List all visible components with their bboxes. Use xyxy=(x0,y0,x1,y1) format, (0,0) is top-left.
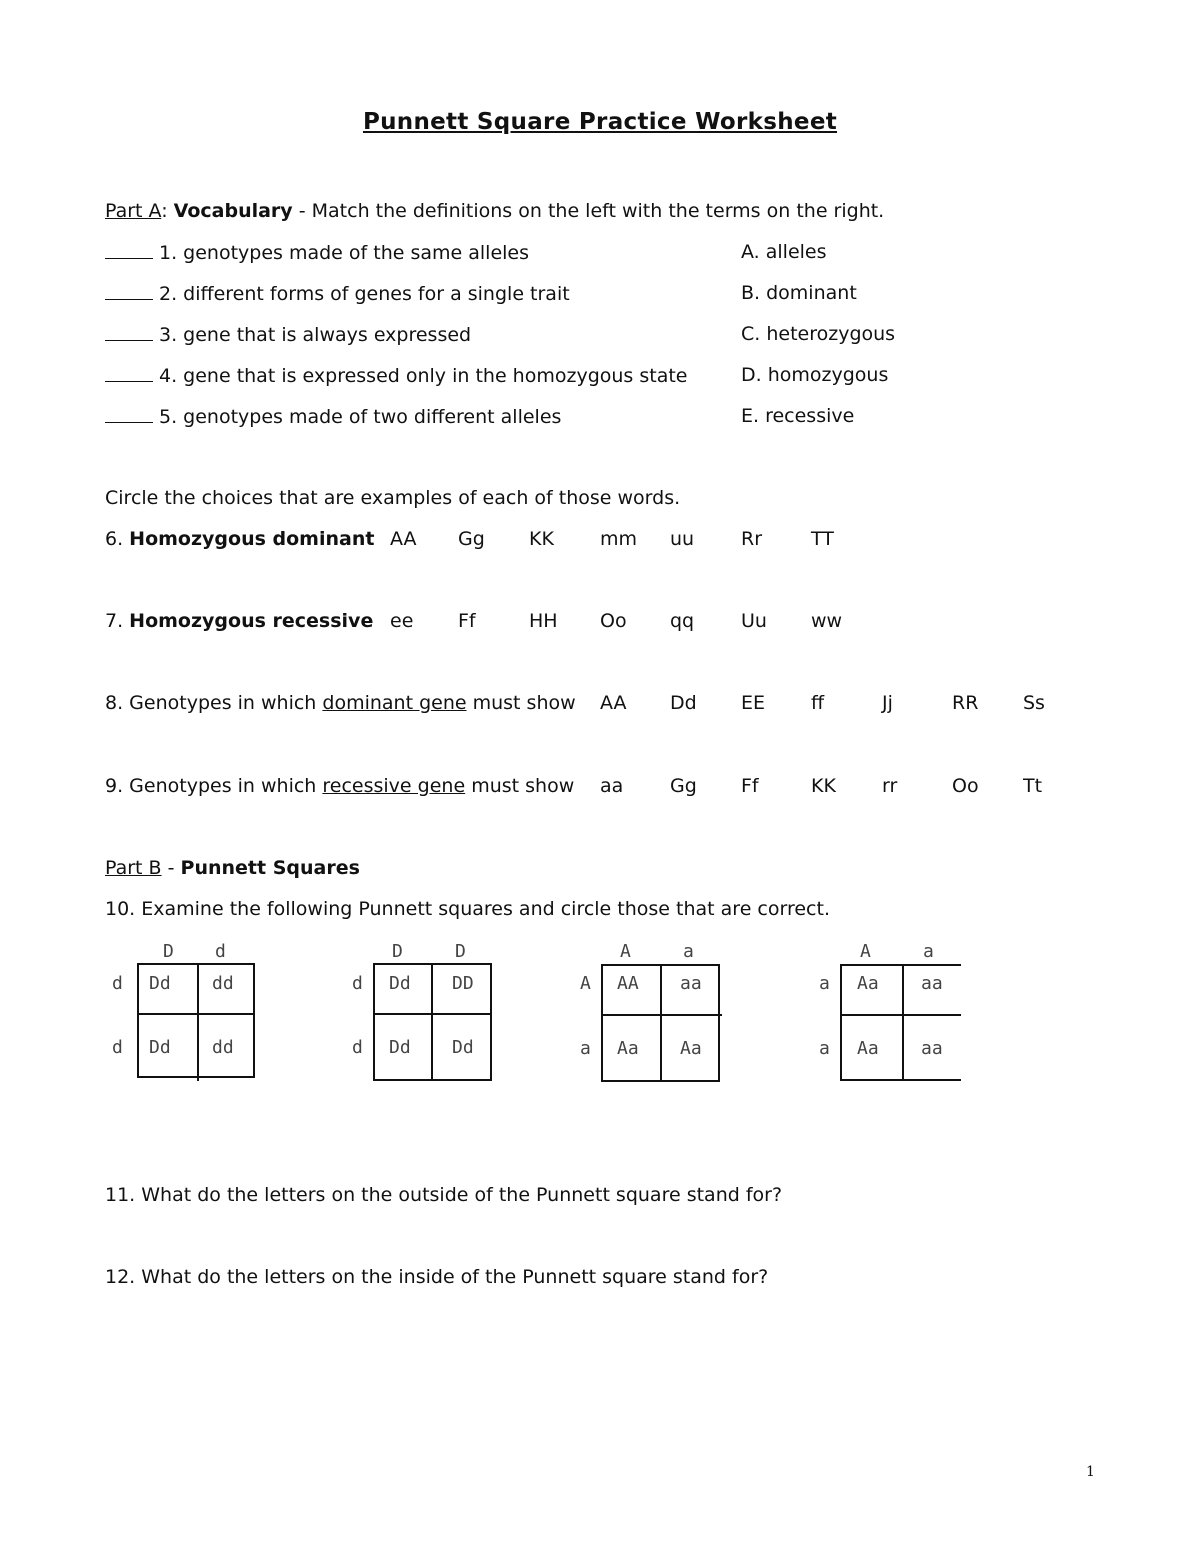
question-text: 9. Genotypes in which xyxy=(105,775,323,797)
question-11: 11. What do the letters on the outside of the Punnett square stand for? xyxy=(105,1184,783,1206)
grid-line xyxy=(601,964,603,1082)
parent-allele-side: d xyxy=(112,973,123,994)
grid-line xyxy=(840,1079,961,1081)
grid-line xyxy=(137,1013,255,1015)
parent-allele-side: a xyxy=(819,1038,830,1059)
choice[interactable]: AA xyxy=(600,692,627,714)
punnett-cell: Aa xyxy=(857,1038,879,1059)
question-number: 6. xyxy=(105,528,130,550)
answer-blank[interactable] xyxy=(105,281,153,300)
parent-allele-side: a xyxy=(819,973,830,994)
part-a-heading: Vocabulary xyxy=(173,200,293,222)
punnett-cell: dd xyxy=(212,973,234,994)
choice[interactable]: Uu xyxy=(741,610,767,632)
choice[interactable]: Gg xyxy=(670,775,697,797)
definition-text: 3. gene that is always expressed xyxy=(159,324,472,346)
question-text: must show xyxy=(466,692,576,714)
definition-row xyxy=(105,404,561,429)
definition-text: 2. different forms of genes for a single trait xyxy=(159,283,570,305)
term: C. heterozygous xyxy=(741,323,896,345)
answer-blank[interactable] xyxy=(105,240,153,259)
part-b-label: Part B xyxy=(105,857,162,879)
grid-line xyxy=(431,963,433,1081)
choice[interactable]: Ff xyxy=(458,610,476,632)
choice[interactable]: Ff xyxy=(741,775,759,797)
question-8-label xyxy=(105,691,576,715)
punnett-cell: Dd xyxy=(149,1037,171,1058)
parent-allele-side: A xyxy=(580,973,591,994)
choice[interactable]: ee xyxy=(390,610,414,632)
choice[interactable]: mm xyxy=(600,528,638,550)
punnett-cell: Aa xyxy=(680,1038,702,1059)
part-a-label: Part A xyxy=(105,200,162,222)
parent-allele-top: a xyxy=(923,941,934,962)
answer-blank[interactable] xyxy=(105,404,153,423)
choice[interactable]: ww xyxy=(811,610,843,632)
question-6-label xyxy=(105,527,374,551)
question-term: Homozygous dominant xyxy=(129,528,375,550)
punnett-cell: dd xyxy=(212,1037,234,1058)
grid-line xyxy=(840,964,842,1081)
definition-row xyxy=(105,240,529,265)
answer-blank[interactable] xyxy=(105,322,153,341)
punnett-cell: Dd xyxy=(389,1037,411,1058)
choice[interactable]: AA xyxy=(390,528,417,550)
choice[interactable]: Jj xyxy=(882,692,893,714)
choice[interactable]: Tt xyxy=(1023,775,1043,797)
term: D. homozygous xyxy=(741,364,889,386)
question-emphasis: dominant gene xyxy=(322,692,467,714)
page-number: 1 xyxy=(1086,1464,1095,1480)
question-text: must show xyxy=(465,775,575,797)
punnett-cell: DD xyxy=(452,973,474,994)
choice[interactable]: TT xyxy=(811,528,834,550)
definition-row xyxy=(105,322,471,347)
parent-allele-top: A xyxy=(620,941,631,962)
punnett-cell: aa xyxy=(921,1038,943,1059)
choice[interactable]: qq xyxy=(670,610,695,632)
grid-line xyxy=(660,964,662,1082)
page-title: Punnett Square Practice Worksheet xyxy=(362,109,838,135)
definition-row xyxy=(105,281,570,306)
choice[interactable]: EE xyxy=(741,692,766,714)
part-a-colon: : xyxy=(161,200,168,222)
punnett-cell: aa xyxy=(921,973,943,994)
question-7-label xyxy=(105,609,373,633)
choice[interactable]: KK xyxy=(811,775,836,797)
question-9-label xyxy=(105,774,574,798)
parent-allele-top: a xyxy=(683,941,694,962)
grid-line xyxy=(840,964,961,966)
punnett-cell: Dd xyxy=(452,1037,474,1058)
punnett-cell: Aa xyxy=(617,1038,639,1059)
grid-line xyxy=(137,963,139,1078)
grid-line xyxy=(490,963,492,1081)
grid-line xyxy=(197,963,199,1081)
parent-allele-side: d xyxy=(112,1037,123,1058)
parent-allele-side: a xyxy=(580,1038,591,1059)
grid-line xyxy=(840,1014,961,1016)
choice[interactable]: Ss xyxy=(1023,692,1045,714)
circle-instruction: Circle the choices that are examples of each of those words. xyxy=(105,487,681,509)
question-emphasis: recessive gene xyxy=(322,775,466,797)
choice[interactable]: Dd xyxy=(670,692,697,714)
definition-text: 4. gene that is expressed only in the homozygous state xyxy=(159,365,688,387)
question-10: 10. Examine the following Punnett squares and circle those that are correct. xyxy=(105,898,830,920)
term: B. dominant xyxy=(741,282,857,304)
grid-line xyxy=(373,963,375,1081)
parent-allele-side: d xyxy=(352,973,363,994)
parent-allele-top: D xyxy=(163,941,174,962)
part-a-header xyxy=(105,199,884,223)
question-12: 12. What do the letters on the inside of the Punnett square stand for? xyxy=(105,1266,769,1288)
choice[interactable]: rr xyxy=(882,775,898,797)
definition-text: 5. genotypes made of two different alleles xyxy=(159,406,562,428)
choice[interactable]: RR xyxy=(952,692,979,714)
parent-allele-top: D xyxy=(455,941,466,962)
punnett-cell: AA xyxy=(617,973,639,994)
punnett-cell: Dd xyxy=(389,973,411,994)
grid-line xyxy=(253,963,255,1078)
parent-allele-top: A xyxy=(860,941,871,962)
term: E. recessive xyxy=(741,405,855,427)
part-a-instruction: - Match the definitions on the left with the terms on the right. xyxy=(292,200,885,222)
choice[interactable]: ff xyxy=(811,692,825,714)
punnett-cell: Aa xyxy=(857,973,879,994)
question-term: Homozygous recessive xyxy=(129,610,374,632)
punnett-cell: aa xyxy=(680,973,702,994)
choice[interactable]: Gg xyxy=(458,528,485,550)
punnett-cell: Dd xyxy=(149,973,171,994)
grid-line xyxy=(137,963,255,965)
question-number: 7. xyxy=(105,610,130,632)
choice[interactable]: HH xyxy=(529,610,558,632)
parent-allele-side: d xyxy=(352,1037,363,1058)
parent-allele-top: D xyxy=(392,941,403,962)
grid-line xyxy=(137,1076,255,1078)
answer-blank[interactable] xyxy=(105,363,153,382)
question-text: 8. Genotypes in which xyxy=(105,692,323,714)
definition-text: 1. genotypes made of the same alleles xyxy=(159,242,530,264)
part-b-separator: - xyxy=(161,857,181,879)
part-b-heading: Punnett Squares xyxy=(180,857,360,879)
part-b-header xyxy=(105,856,360,880)
choice[interactable]: aa xyxy=(600,775,624,797)
definition-row xyxy=(105,363,687,388)
term: A. alleles xyxy=(741,241,827,263)
choice[interactable]: uu xyxy=(670,528,695,550)
grid-line xyxy=(718,964,720,1082)
choice[interactable]: KK xyxy=(529,528,554,550)
parent-allele-top: d xyxy=(215,941,226,962)
choice[interactable]: Rr xyxy=(741,528,763,550)
grid-line xyxy=(902,964,904,1081)
choice[interactable]: Oo xyxy=(600,610,627,632)
choice[interactable]: Oo xyxy=(952,775,979,797)
